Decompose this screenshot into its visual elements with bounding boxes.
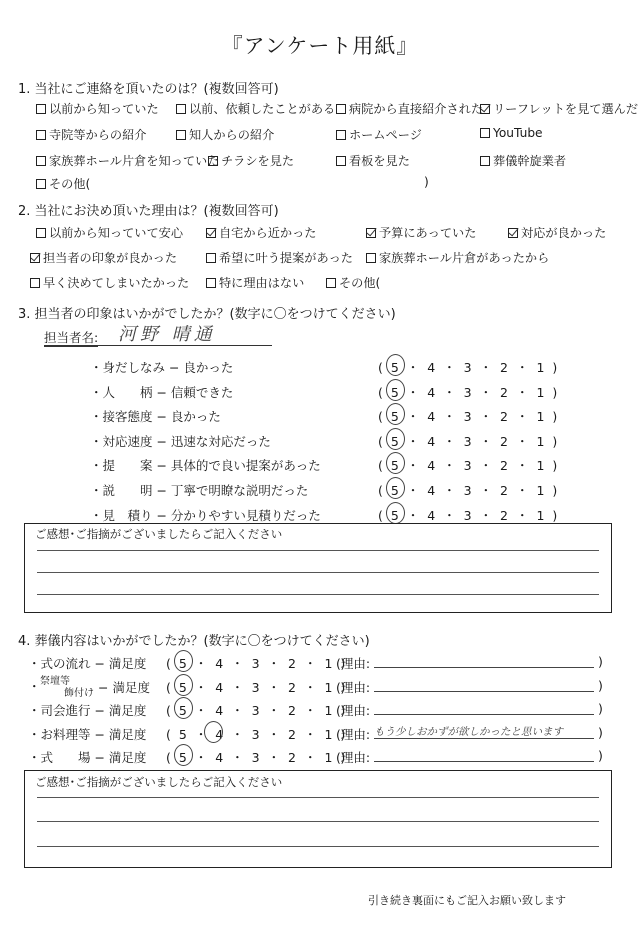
checkbox-icon[interactable] xyxy=(480,128,490,138)
q4-row-item xyxy=(28,673,168,699)
q2-option[interactable] xyxy=(30,249,177,266)
q1-option[interactable] xyxy=(36,100,159,117)
q1-option-label: ホームページ xyxy=(349,128,422,142)
rating-scale[interactable]: ( 5 ・ 4 ・ 3 ・ 2 ・ 1 ) xyxy=(166,656,346,671)
q4-comment-label: ご感想･ご指摘がございましたらご記入ください xyxy=(35,775,283,789)
q1-option[interactable] xyxy=(480,100,638,117)
q2-option-label: 予算にあっていた xyxy=(379,226,477,240)
q1-option-label: 看板を見た xyxy=(349,154,410,168)
selected-rating-circle-icon xyxy=(386,477,405,499)
q4-row-item-top: 祭壇等 xyxy=(40,675,70,687)
reason-label: (理由: xyxy=(336,679,371,695)
q1-option-label: その他( xyxy=(49,177,91,191)
selected-rating-circle-icon xyxy=(386,379,405,401)
staff-underline xyxy=(44,345,272,346)
reason-underline xyxy=(374,761,594,762)
q2-option-label: 対応が良かった xyxy=(521,226,607,240)
reason-underline xyxy=(374,714,594,715)
checkbox-icon[interactable] xyxy=(36,104,46,114)
q4-row-item: ・式の流れ − 満足度 xyxy=(28,656,147,671)
selected-rating-circle-icon xyxy=(386,502,405,524)
selected-rating-circle-icon xyxy=(174,650,193,672)
comment-line xyxy=(37,550,599,551)
selected-rating-circle-icon xyxy=(174,674,193,696)
rating-scale[interactable]: ( 5 ・ 4 ・ 3 ・ 2 ・ 1 ) xyxy=(166,679,346,695)
q4-row-item: ・お料理等 − 満足度 xyxy=(28,726,147,742)
checkbox-icon[interactable] xyxy=(176,130,186,140)
reason-close: ) xyxy=(598,654,603,669)
q2-option[interactable] xyxy=(206,249,353,266)
q3-heading: 3. 担当者の印象はいかがでしたか？(数字に〇をつけてください) xyxy=(18,307,396,322)
q3-row-item: ・接客態度 − 良かった xyxy=(90,409,221,425)
q4-row-item: ・式 場 − 満足度 xyxy=(28,750,147,765)
q2-option-label: 以前から知っていて安心 xyxy=(49,226,184,240)
staff-label: 担当者名: xyxy=(44,330,99,345)
checkbox-icon[interactable] xyxy=(326,278,336,288)
comment-line xyxy=(37,572,599,573)
checkbox-icon[interactable] xyxy=(206,253,216,263)
checkbox-icon[interactable] xyxy=(480,156,490,166)
q3-row-item: ・身だしなみ − 良かった xyxy=(90,360,234,375)
q3-comment-label: ご感想･ご指摘がございましたらご記入ください xyxy=(35,527,283,541)
comment-line xyxy=(37,846,599,847)
q3-row-item: ・対応速度 − 迅速な対応だった xyxy=(90,433,271,449)
q2-option-label: 特に理由はない xyxy=(219,276,305,290)
staff-name-field xyxy=(44,326,272,346)
q2-option[interactable] xyxy=(36,224,183,241)
q1-option-label: 以前から知っていた xyxy=(49,102,159,116)
q3-row-item: ・提 案 − 具体的で良い提案があった xyxy=(90,458,321,474)
reason-underline xyxy=(374,691,594,692)
rating-scale[interactable]: ( 5 ・ 4 ・ 3 ・ 2 ・ 1 ) xyxy=(378,384,558,400)
reason-close: ) xyxy=(598,748,603,763)
q2-option-label: 早く決めてしまいたかった xyxy=(43,276,190,290)
rating-scale[interactable]: ( 5 ・ 4 ・ 3 ・ 2 ・ 1 ) xyxy=(166,726,346,742)
q1-option-label: 寺院等からの紹介 xyxy=(49,128,147,142)
q2-option[interactable] xyxy=(326,274,380,291)
q1-option[interactable] xyxy=(36,126,147,143)
q4-comment-box[interactable] xyxy=(24,770,612,868)
selected-rating-circle-icon xyxy=(204,721,223,743)
checkbox-icon[interactable] xyxy=(36,228,46,238)
checked-checkbox-icon[interactable] xyxy=(30,253,40,263)
reason-close: ) xyxy=(598,677,603,693)
q2-option[interactable] xyxy=(366,249,549,266)
checkbox-icon[interactable] xyxy=(336,156,346,166)
checkbox-icon[interactable] xyxy=(366,253,376,263)
q1-option-label: YouTube xyxy=(493,126,543,140)
staff-name: 河野 晴通 xyxy=(118,324,216,345)
q3-row-item: ・人 柄 − 信頼できた xyxy=(90,384,234,400)
q2-option[interactable] xyxy=(366,224,476,241)
q4-row-item-suffix: − 満足度 xyxy=(98,679,150,695)
q3-row-item: ・説 明 − 丁寧で明瞭な説明だった xyxy=(90,483,309,498)
q1-option-label: 知人からの紹介 xyxy=(189,128,275,142)
checked-checkbox-icon[interactable] xyxy=(366,228,376,238)
rating-scale[interactable]: ( 5 ・ 4 ・ 3 ・ 2 ・ 1 ) xyxy=(166,750,346,765)
q1-option[interactable] xyxy=(480,126,543,140)
q1-option[interactable] xyxy=(208,152,294,169)
checkbox-icon[interactable] xyxy=(208,156,218,166)
checkbox-icon[interactable] xyxy=(30,278,40,288)
reason-label: (理由: xyxy=(336,726,371,742)
q4-row-item: ・司会進行 − 満足度 xyxy=(28,703,147,718)
rating-scale[interactable]: ( 5 ・ 4 ・ 3 ・ 2 ・ 1 ) xyxy=(378,483,558,498)
rating-scale[interactable]: ( 5 ・ 4 ・ 3 ・ 2 ・ 1 ) xyxy=(378,409,558,425)
reason-underline xyxy=(374,667,594,668)
q2-option[interactable] xyxy=(206,274,304,291)
checked-checkbox-icon[interactable] xyxy=(508,228,518,238)
reason-label: (理由: xyxy=(336,703,371,718)
q2-option[interactable] xyxy=(508,224,606,241)
reason-input[interactable]: もう少しおかずが欲しかったと思います xyxy=(374,725,563,738)
q1-option-label: リーフレットを見て選んだ xyxy=(493,102,639,116)
q1-option[interactable] xyxy=(36,152,219,169)
q1-other-close: ) xyxy=(424,175,429,189)
q1-option[interactable] xyxy=(336,152,410,169)
checkbox-icon[interactable] xyxy=(336,104,346,114)
footer-note: 引き続き裏面にもご記入お願い致します xyxy=(368,894,566,907)
checkbox-icon[interactable] xyxy=(206,278,216,288)
q1-option-label: 家族葬ホール片倉を知っていた xyxy=(49,154,220,168)
q1-option[interactable] xyxy=(36,175,90,192)
q3-row-item: ・見 積り − 分かりやすい見積りだった xyxy=(90,507,321,523)
q2-option-label: 希望に叶う提案があった xyxy=(219,251,353,265)
selected-rating-circle-icon xyxy=(174,697,193,719)
q1-option-label: チラシを見た xyxy=(221,154,295,168)
q3-comment-box[interactable] xyxy=(24,523,612,613)
q2-option[interactable] xyxy=(30,274,189,291)
q1-option[interactable] xyxy=(336,100,483,117)
comment-line xyxy=(37,821,599,822)
comment-line xyxy=(37,797,599,798)
rating-scale[interactable]: ( 5 ・ 4 ・ 3 ・ 2 ・ 1 ) xyxy=(378,433,558,449)
comment-line xyxy=(37,594,599,595)
q1-option-label: 病院から直接紹介された xyxy=(349,102,484,116)
page-title: 『アンケート用紙』 xyxy=(221,34,419,58)
q1-option-label: 葬儀幹旋業者 xyxy=(493,154,567,168)
rating-scale[interactable]: ( 5 ・ 4 ・ 3 ・ 2 ・ 1 ) xyxy=(166,703,346,718)
selected-rating-circle-icon xyxy=(174,744,193,766)
q2-option-label: 自宅から近かった xyxy=(219,226,317,240)
reason-close: ) xyxy=(598,701,603,716)
q2-heading: 2. 当社にお決め頂いた理由は？(複数回答可) xyxy=(18,204,279,219)
q1-option[interactable] xyxy=(176,100,335,117)
q2-option-label: その他( xyxy=(339,276,381,290)
q1-option[interactable] xyxy=(336,126,422,143)
selected-rating-circle-icon xyxy=(386,428,405,450)
selected-rating-circle-icon xyxy=(386,354,405,376)
rating-scale[interactable]: ( 5 ・ 4 ・ 3 ・ 2 ・ 1 ) xyxy=(378,507,558,523)
checkbox-icon[interactable] xyxy=(36,179,46,189)
reason-label: (理由: xyxy=(336,750,371,765)
q4-heading: 4. 葬儀内容はいかがでしたか？(数字に〇をつけてください) xyxy=(18,634,370,649)
checkbox-icon[interactable] xyxy=(36,130,46,140)
bullet: ・ xyxy=(28,678,41,694)
q2-option[interactable] xyxy=(206,224,317,241)
q1-option[interactable] xyxy=(480,152,566,169)
q2-option-label: 担当者の印象が良かった xyxy=(43,251,178,265)
checkbox-icon[interactable] xyxy=(36,156,46,166)
q1-heading: 1. 当社にご連絡を頂いたのは？(複数回答可) xyxy=(18,82,279,97)
q2-option-label: 家族葬ホール片倉があったから xyxy=(379,251,550,265)
checkbox-icon[interactable] xyxy=(336,130,346,140)
checkbox-icon[interactable] xyxy=(176,104,186,114)
reason-close: ) xyxy=(598,724,603,740)
rating-scale[interactable]: ( 5 ・ 4 ・ 3 ・ 2 ・ 1 ) xyxy=(378,360,558,375)
q4-row-item-bottom: 飾付け xyxy=(64,687,94,699)
checked-checkbox-icon[interactable] xyxy=(206,228,216,238)
checked-checkbox-icon[interactable] xyxy=(480,104,490,114)
q1-option-label: 以前、依頼したことがある xyxy=(189,102,336,116)
q1-option[interactable] xyxy=(176,126,274,143)
rating-scale[interactable]: ( 5 ・ 4 ・ 3 ・ 2 ・ 1 ) xyxy=(378,458,558,474)
reason-label: (理由: xyxy=(336,656,371,671)
